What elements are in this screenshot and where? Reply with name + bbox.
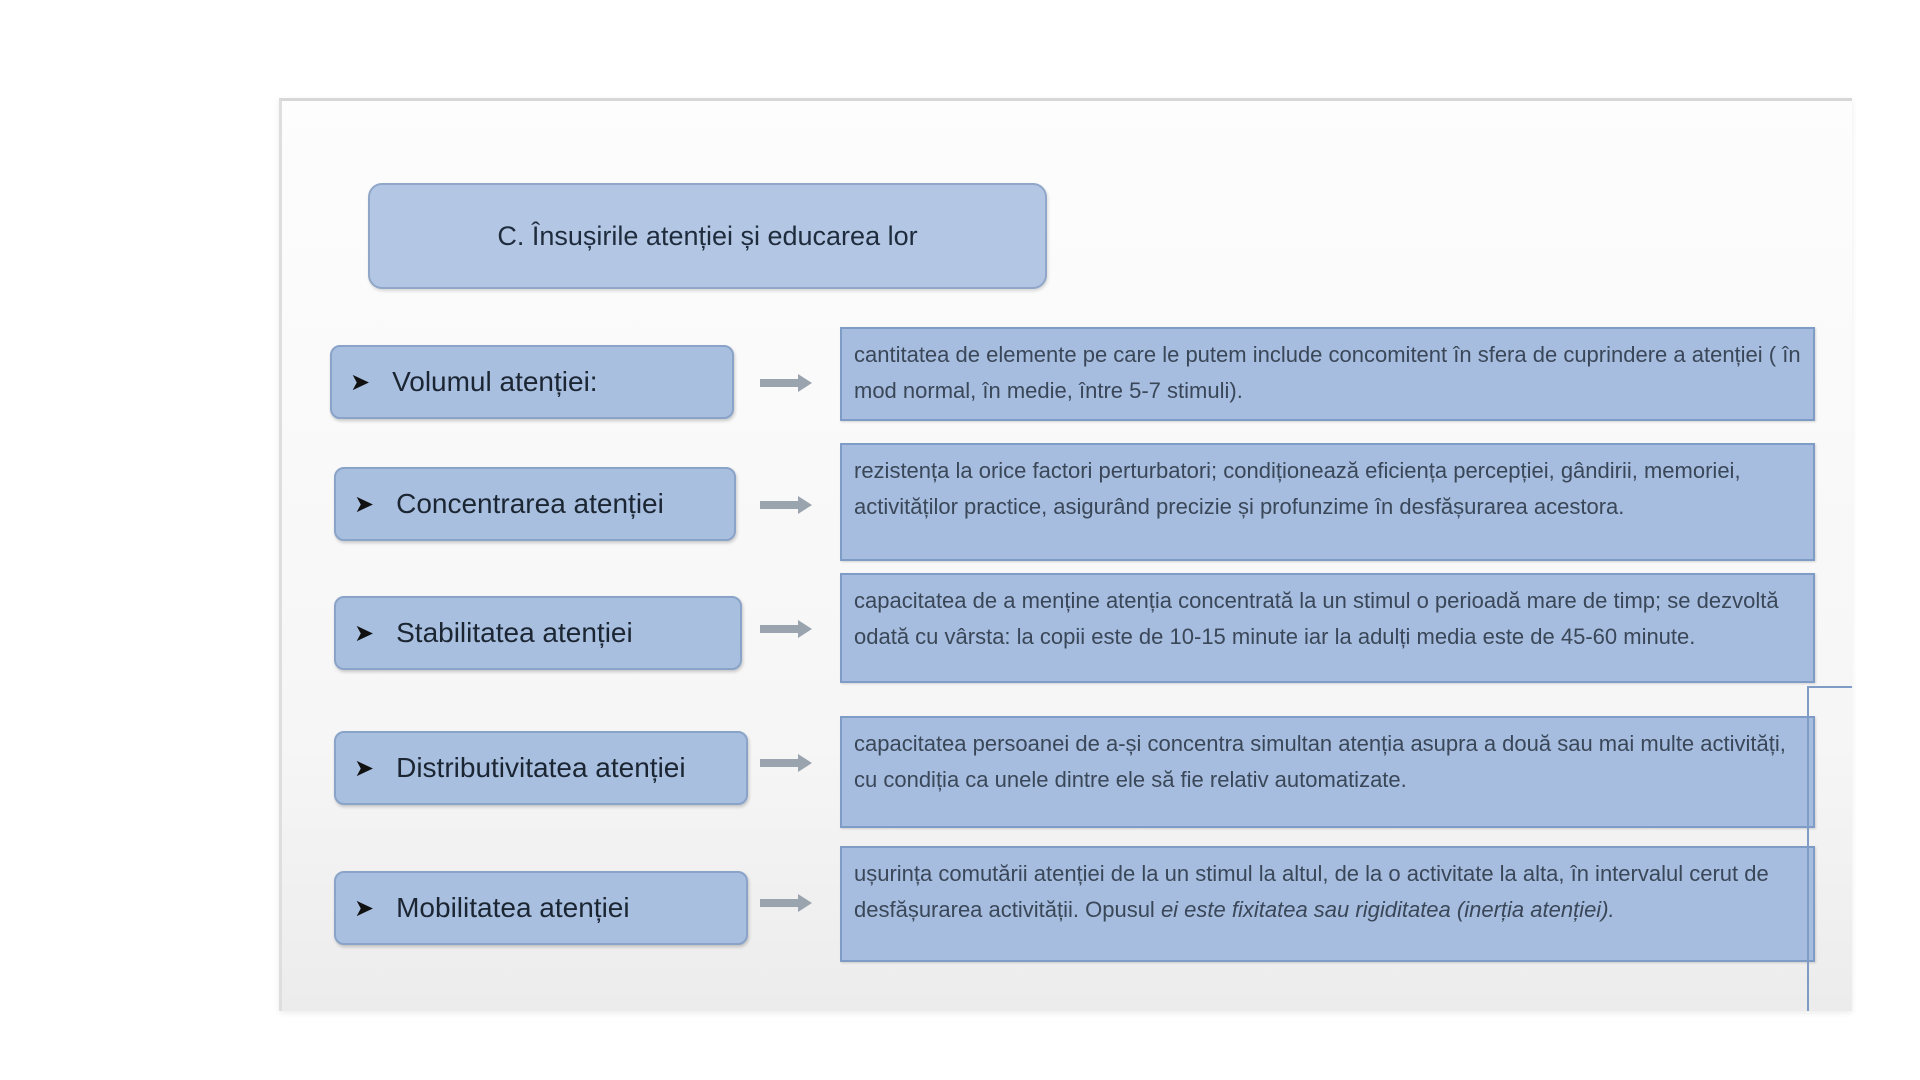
bullet-arrow-icon: ➤ <box>354 894 375 922</box>
desc-concentrarea <box>840 443 1815 561</box>
desc-concentrarea-text: rezistența la orice factori perturbatori; condiționează eficiența percepției, gândirii, memoriei, activităților practice, asigurând precizie și profunzime în desfășurarea acestora. <box>854 458 1741 519</box>
desc-volumul-text: cantitatea de elemente pe care le putem include concomitent în sfera de cuprindere a atenției ( în mod normal, în medie, între 5-7 stimuli). <box>854 342 1801 403</box>
decorative-vertical-line <box>1807 686 1809 1011</box>
desc-distributivitatea-text: capacitatea persoanei de a-și concentra simultan atenția asupra a două sau mai multe activități, cu condiția ca unele dintre ele să fie relativ automatizate. <box>854 731 1786 792</box>
label-concentrarea <box>334 467 736 541</box>
desc-stabilitatea-text: capacitatea de a menține atenția concentrată la un stimul o perioadă mare de timp; se dezvoltă odată cu vârsta: la copii este de 10-15 minute iar la adulți media este de 45-60 minute. <box>854 588 1779 649</box>
label-concentrarea-text: Concentrarea atenției <box>396 488 664 519</box>
right-arrow-icon <box>760 617 812 641</box>
right-arrow-icon <box>760 371 812 395</box>
bullet-arrow-icon: ➤ <box>354 754 375 782</box>
label-stabilitatea-text: Stabilitatea atenției <box>396 617 633 648</box>
right-arrow-icon <box>760 493 812 517</box>
bullet-arrow-icon: ➤ <box>354 619 375 647</box>
label-volumul <box>330 345 734 419</box>
label-stabilitatea <box>334 596 742 670</box>
desc-mobilitatea-italic-text: ei este fixitatea sau rigiditatea (inerția atenției). <box>1154 897 1615 922</box>
bullet-arrow-icon: ➤ <box>354 490 375 518</box>
label-distributivitatea-text: Distributivitatea atenției <box>396 752 686 783</box>
slide <box>279 98 1852 1011</box>
right-arrow-icon <box>760 891 812 915</box>
label-mobilitatea-text: Mobilitatea atenției <box>396 892 630 923</box>
desc-mobilitatea-text: ușurința comutării atenției de la un stimul la altul, de la o activitate la alta, în intervalul cerut de desfășurarea activității. Opusul <box>854 861 1769 922</box>
bullet-arrow-icon: ➤ <box>350 368 371 396</box>
desc-mobilitatea <box>840 846 1815 962</box>
label-volumul-text: Volumul atenției: <box>392 366 598 397</box>
decorative-horizontal-line <box>1807 686 1852 688</box>
desc-stabilitatea <box>840 573 1815 683</box>
desc-distributivitatea <box>840 716 1815 828</box>
slide-title <box>368 183 1047 289</box>
desc-volumul <box>840 327 1815 421</box>
label-distributivitatea <box>334 731 748 805</box>
label-mobilitatea <box>334 871 748 945</box>
slide-title-text: C. Însușirile atenției și educarea lor <box>497 220 918 251</box>
right-arrow-icon <box>760 751 812 775</box>
